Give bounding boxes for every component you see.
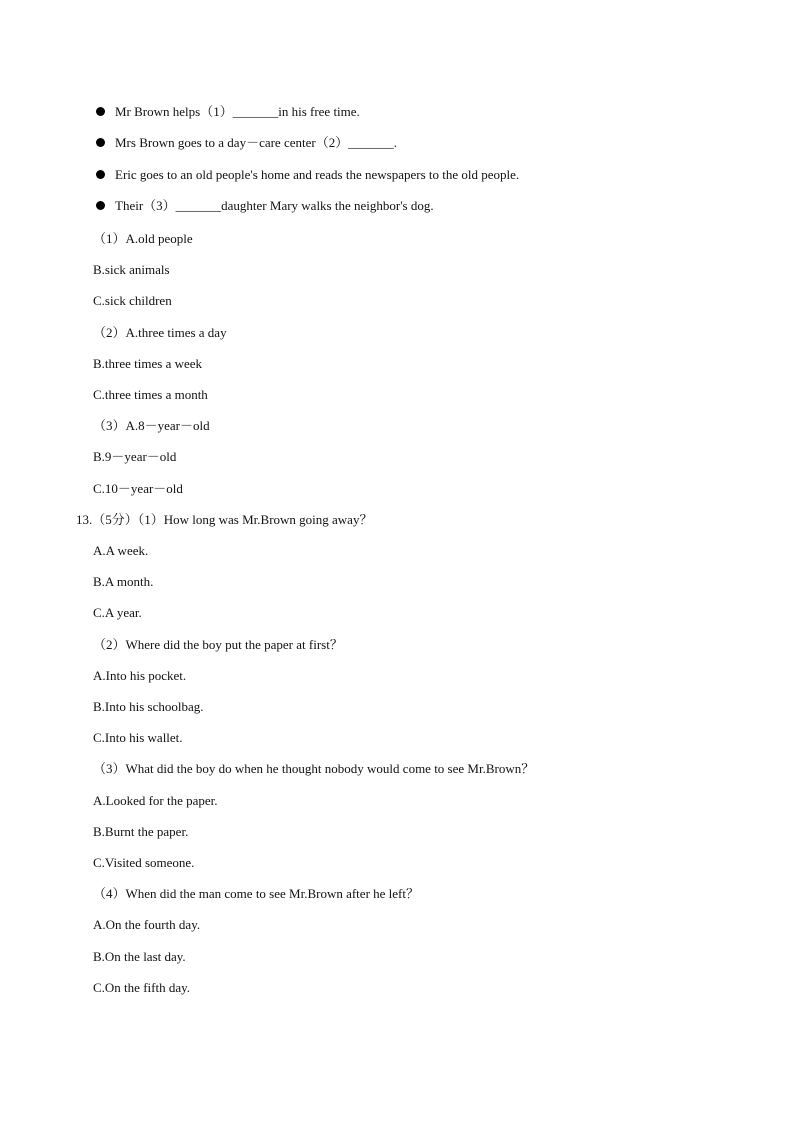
q13-sub3-option-a: A.Looked for the paper.	[93, 793, 218, 808]
bullet-text: Mrs Brown goes to a day－care center（2）_______.	[115, 135, 397, 150]
q13-sub3-prompt: （3）What did the boy do when he thought nobody would come to see Mr.Brown？	[93, 761, 535, 776]
bullet-item-2	[96, 135, 397, 151]
q12-sub3-option-b: B.9－year－old	[93, 449, 177, 464]
bullet-dot-icon	[96, 138, 105, 147]
q13-sub3-option-b: B.Burnt the paper.	[93, 824, 189, 839]
bullet-text: Their（3）_______daughter Mary walks the neighbor's dog.	[115, 198, 434, 213]
q13-sub4-option-a: A.On the fourth day.	[93, 917, 201, 932]
bullet-dot-icon	[96, 201, 105, 210]
q12-sub2-option-c: C.three times a month	[93, 387, 208, 402]
q13-sub1-option-b: B.A month.	[93, 574, 154, 589]
q13-sub2-option-a: A.Into his pocket.	[93, 668, 187, 683]
q13-sub2-option-c: C.Into his wallet.	[93, 730, 183, 745]
q13-sub4-option-b: B.On the last day.	[93, 949, 186, 964]
bullet-dot-icon	[96, 170, 105, 179]
q13-sub3-option-c: C.Visited someone.	[93, 855, 195, 870]
q13-header: 13.（5分）（1）How long was Mr.Brown going away？	[76, 512, 373, 527]
bullet-item-1	[96, 104, 360, 120]
bullet-item-4	[96, 198, 434, 214]
q12-sub1-option-c: C.sick children	[93, 293, 172, 308]
bullet-dot-icon	[96, 107, 105, 116]
q12-sub1-prompt: （1）A.old people	[93, 231, 193, 246]
q13-sub2-prompt: （2）Where did the boy put the paper at first？	[93, 637, 343, 652]
q13-sub4-prompt: （4）When did the man come to see Mr.Brown after he left？	[93, 886, 419, 901]
bullet-text: Eric goes to an old people's home and reads the newspapers to the old people.	[115, 167, 520, 182]
q13-sub4-option-c: C.On the fifth day.	[93, 980, 190, 995]
q12-sub2-option-b: B.three times a week	[93, 356, 203, 371]
q12-sub1-option-b: B.sick animals	[93, 262, 170, 277]
bullet-item-3	[96, 167, 519, 183]
q13-sub1-option-c: C.A year.	[93, 605, 142, 620]
q13-sub1-option-a: A.A week.	[93, 543, 149, 558]
q13-sub2-option-b: B.Into his schoolbag.	[93, 699, 204, 714]
q12-sub3-prompt: （3）A.8－year－old	[93, 418, 210, 433]
q12-sub2-prompt: （2）A.three times a day	[93, 325, 227, 340]
bullet-text: Mr Brown helps（1）_______in his free time.	[115, 104, 360, 119]
q12-sub3-option-c: C.10－year－old	[93, 481, 183, 496]
